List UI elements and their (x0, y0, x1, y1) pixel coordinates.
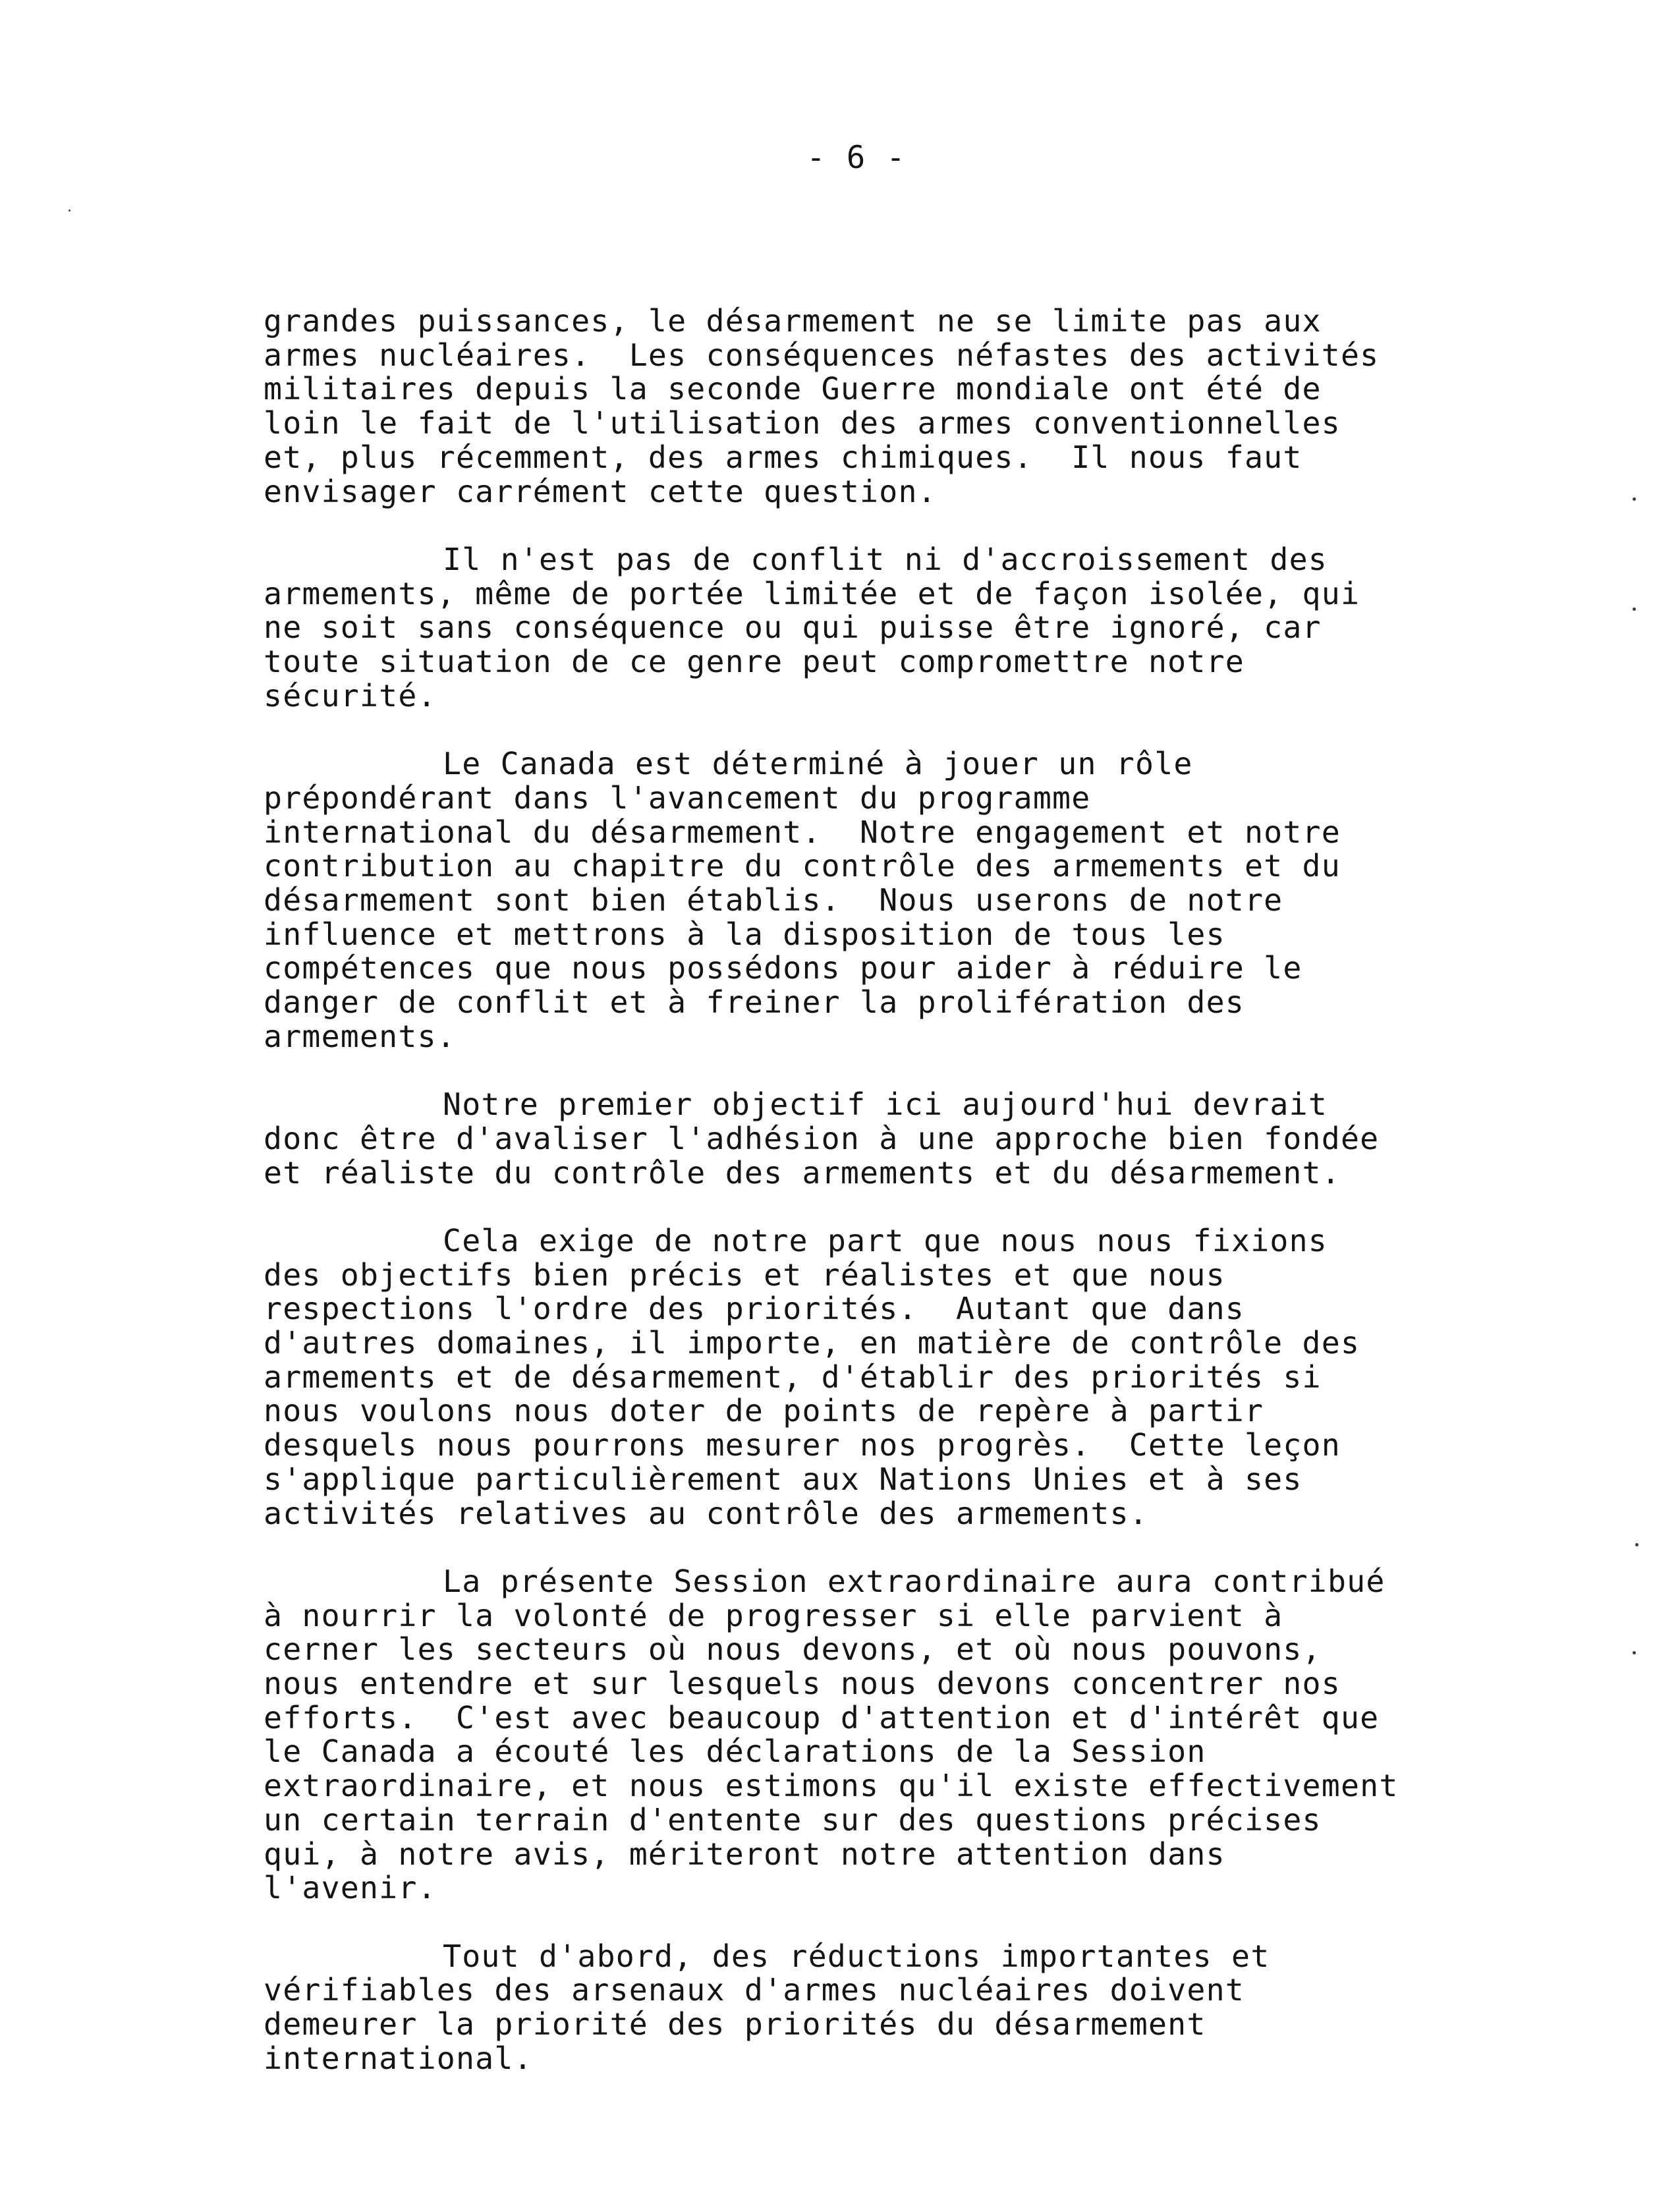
text-line: extraordinaire, et nous estimons qu'il existe effectivement (264, 1768, 1399, 1804)
text-line: désarmement sont bien établis. Nous userons de notre (264, 882, 1283, 918)
text-line: armes nucléaires. Les conséquences néfastes des activités (264, 337, 1380, 373)
text-line: envisager carrément cette question. (264, 473, 937, 509)
text-line: des objectifs bien précis et réalistes et que nous (264, 1256, 1225, 1293)
text-line: vérifiables des arsenaux d'armes nucléaires doivent (264, 1972, 1245, 2008)
scan-speck (1635, 1543, 1638, 1546)
paragraph-1 (264, 304, 1436, 509)
text-line: donc être d'avaliser l'adhésion à une approche bien fondée (264, 1120, 1380, 1156)
paragraph-4 (264, 1088, 1436, 1190)
text-line: compétences que nous possédons pour aider à réduire le (264, 950, 1302, 986)
text-line: Notre premier objectif ici aujourd'hui devrait (443, 1087, 1328, 1123)
text-line: influence et mettrons à la disposition de tous les (264, 916, 1225, 952)
text-line: Cela exige de notre part que nous nous fixions (443, 1222, 1328, 1258)
text-line: le Canada a écouté les déclarations de la Session (264, 1734, 1206, 1770)
text-line: armements. (264, 1018, 456, 1054)
text-line: demeurer la priorité des priorités du désarmement (264, 2006, 1206, 2043)
scan-speck (69, 210, 70, 212)
text-line: Tout d'abord, des réductions importantes et (443, 1938, 1270, 1974)
scan-speck (1633, 607, 1636, 611)
paragraph-7 (264, 1940, 1436, 2076)
paragraph-2 (264, 543, 1436, 714)
text-line: contribution au chapitre du contrôle des armements et du (264, 848, 1341, 884)
paragraph-6 (264, 1565, 1436, 1906)
text-line: international. (264, 2040, 533, 2076)
text-line: militaires depuis la seconde Guerre mondiale ont été de (264, 371, 1322, 407)
text-line: Le Canada est déterminé à jouer un rôle (443, 746, 1193, 782)
text-line: qui, à notre avis, mériteront notre attention dans (264, 1836, 1225, 1872)
text-line: et, plus récemment, des armes chimiques. Il nous faut (264, 439, 1302, 475)
text-line: armements, même de portée limitée et de façon isolée, qui (264, 575, 1360, 611)
text-line: ne soit sans conséquence ou qui puisse être ignoré, car (264, 609, 1322, 646)
text-line: danger de conflit et à freiner la prolifération des (264, 984, 1245, 1021)
text-line: sécurité. (264, 677, 437, 714)
text-line: un certain terrain d'entente sur des questions précises (264, 1801, 1322, 1838)
text-line: armements et de désarmement, d'établir des priorités si (264, 1359, 1322, 1395)
text-line: nous voulons nous doter de points de repère à partir (264, 1393, 1264, 1429)
text-line: cerner les secteurs où nous devons, et où nous pouvons, (264, 1631, 1322, 1668)
text-line: efforts. C'est avec beaucoup d'attention et d'intérêt que (264, 1699, 1380, 1736)
text-line: nous entendre et sur lesquels nous devons concentrer nos (264, 1666, 1341, 1702)
scan-speck (1633, 1651, 1636, 1654)
text-line: international du désarmement. Notre engagement et notre (264, 814, 1341, 850)
text-line: activités relatives au contrôle des armements. (264, 1495, 1148, 1531)
text-line: loin le fait de l'utilisation des armes conventionnelles (264, 405, 1341, 441)
text-line: prépondérant dans l'avancement du programme (264, 779, 1091, 816)
scan-speck (1633, 497, 1636, 501)
text-line: La présente Session extraordinaire aura contribué (443, 1563, 1386, 1599)
text-line: à nourrir la volonté de progresser si elle parvient à (264, 1597, 1283, 1633)
text-line: desquels nous pourrons mesurer nos progrès. Cette leçon (264, 1427, 1341, 1463)
text-line: d'autres domaines, il importe, en matière de contrôle des (264, 1325, 1360, 1361)
text-line: et réaliste du contrôle des armements et du désarmement. (264, 1154, 1341, 1191)
text-line: Il n'est pas de conflit ni d'accroissement des (443, 541, 1328, 577)
text-line: respections l'ordre des priorités. Autant que dans (264, 1291, 1245, 1327)
paragraph-5 (264, 1224, 1436, 1531)
paragraph-3 (264, 747, 1436, 1054)
text-line: toute situation de ce genre peut compromettre notre (264, 644, 1245, 680)
text-line: l'avenir. (264, 1870, 437, 1906)
text-line: s'applique particulièrement aux Nations Unies et à ses (264, 1461, 1302, 1497)
document-body (264, 304, 1436, 2110)
text-line: grandes puissances, le désarmement ne se limite pas aux (264, 303, 1322, 339)
page-number: - 6 - (806, 140, 907, 176)
